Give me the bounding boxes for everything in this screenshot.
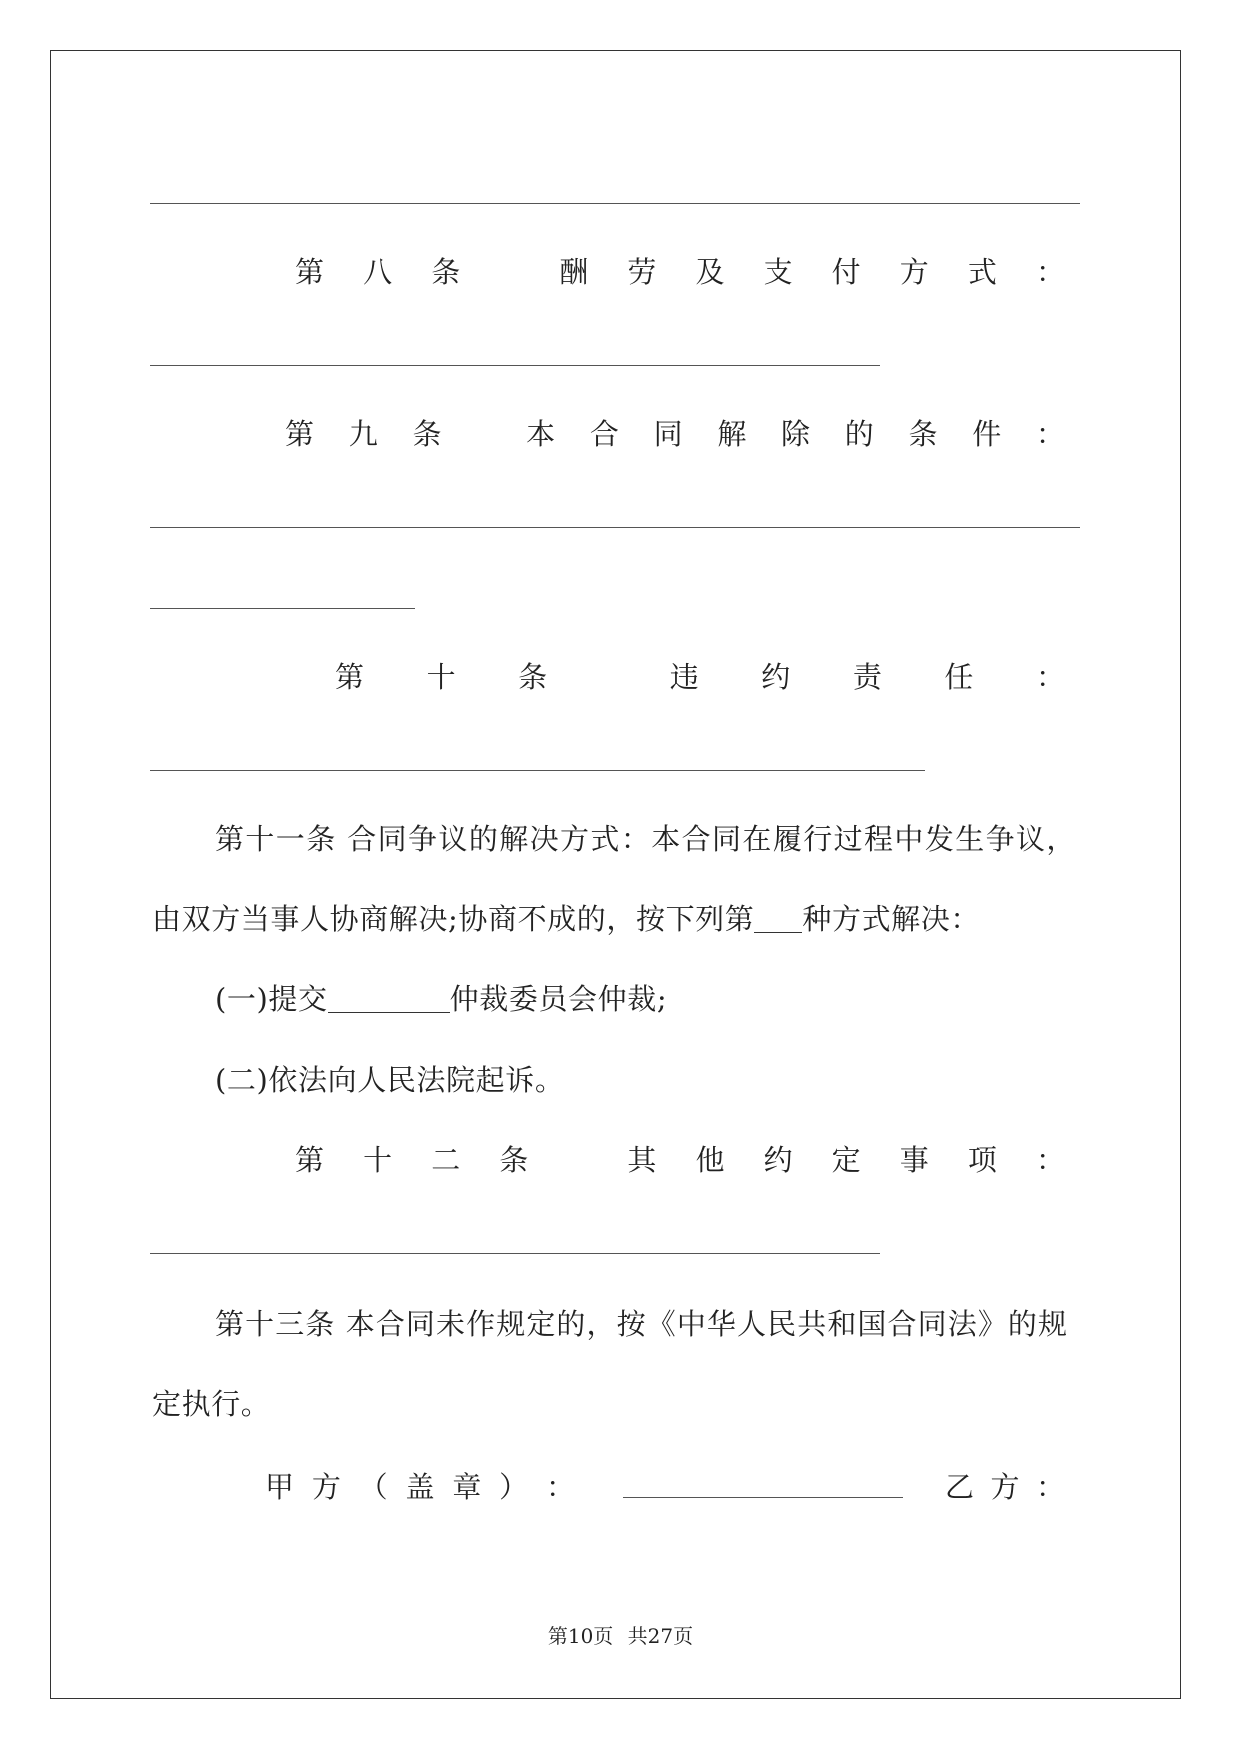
article-13-line-2: 定执行。 (152, 1387, 271, 1421)
article-title-char: 他 (695, 1143, 725, 1177)
article-label-char: 十 (363, 1143, 393, 1177)
article-title-char: 支 (763, 255, 793, 289)
article-title-char: 同 (653, 417, 683, 451)
page-footer (0, 1620, 1241, 1649)
article-title-char: 任 (944, 660, 974, 694)
party-a-signature: 甲 方 （ 盖 章 ） ： (265, 1470, 575, 1504)
article-label-char: 条 (431, 255, 461, 289)
fill-line (150, 1253, 880, 1254)
article-label-char: 第 (295, 255, 325, 289)
article-title-char: 项 (967, 1143, 997, 1177)
blank-field (328, 1011, 450, 1013)
article-title-char: 的 (844, 417, 874, 451)
fill-line (150, 527, 1080, 528)
page-total: 共27页 (627, 1624, 694, 1648)
page-border (50, 50, 1181, 1699)
party-b-signature: 乙 方 ： (945, 1470, 1065, 1504)
colon: ： (1035, 660, 1065, 694)
article-title-char: 方 (899, 255, 929, 289)
colon: ： (1035, 1143, 1065, 1177)
article-11-line-2: 由双方当事人协商解决;协商不成的，按下列第 种方式解决： (152, 902, 980, 936)
article-10-heading (335, 660, 1065, 694)
article-8-heading (295, 255, 1065, 289)
article-title-char: 件 (972, 417, 1002, 451)
article-title-char: 酬 (559, 255, 589, 289)
article-label-char: 条 (518, 660, 548, 694)
article-title-char: 合 (589, 417, 619, 451)
article-title-char: 解 (717, 417, 747, 451)
article-label-char: 第 (335, 660, 365, 694)
article-title-char: 本 (526, 417, 556, 451)
article-11-line-1: 第十一条 合同争议的解决方式：本合同在履行过程中发生争议， (215, 822, 1077, 856)
page-number: 第10页 (547, 1624, 614, 1648)
article-title-char: 及 (695, 255, 725, 289)
article-13-line-1: 第十三条 本合同未作规定的，按《中华人民共和国合同法》的规 (215, 1307, 1069, 1341)
article-12-heading (295, 1143, 1065, 1177)
colon: ： (1035, 255, 1065, 289)
article-11-option-2: (二)依法向人民法院起诉。 (215, 1063, 565, 1097)
article-title-char: 付 (831, 255, 861, 289)
article-title-char: 约 (763, 1143, 793, 1177)
fill-line (150, 770, 925, 771)
blank-field (754, 931, 802, 933)
article-label-char: 条 (499, 1143, 529, 1177)
article-title-char: 违 (669, 660, 699, 694)
article-label-char: 第 (285, 417, 315, 451)
article-title-char: 约 (761, 660, 791, 694)
article-title-char: 条 (908, 417, 938, 451)
article-label-char: 十 (426, 660, 456, 694)
article-label-char: 九 (348, 417, 378, 451)
article-title-char: 定 (831, 1143, 861, 1177)
article-label-char: 条 (412, 417, 442, 451)
article-title-char: 式 (967, 255, 997, 289)
article-title-char: 其 (627, 1143, 657, 1177)
article-label-char: 八 (363, 255, 393, 289)
fill-line (150, 365, 880, 366)
article-label-char: 二 (431, 1143, 461, 1177)
signature-blank (623, 1497, 903, 1498)
fill-line (150, 608, 415, 609)
article-title-char: 除 (781, 417, 811, 451)
colon: ： (1035, 417, 1065, 451)
article-title-char: 劳 (627, 255, 657, 289)
article-9-heading (285, 417, 1065, 451)
fill-line (150, 203, 1080, 204)
article-label-char: 第 (295, 1143, 325, 1177)
article-title-char: 责 (852, 660, 882, 694)
article-title-char: 事 (899, 1143, 929, 1177)
article-11-option-1: (一)提交 仲裁委员会仲裁; (215, 982, 668, 1016)
